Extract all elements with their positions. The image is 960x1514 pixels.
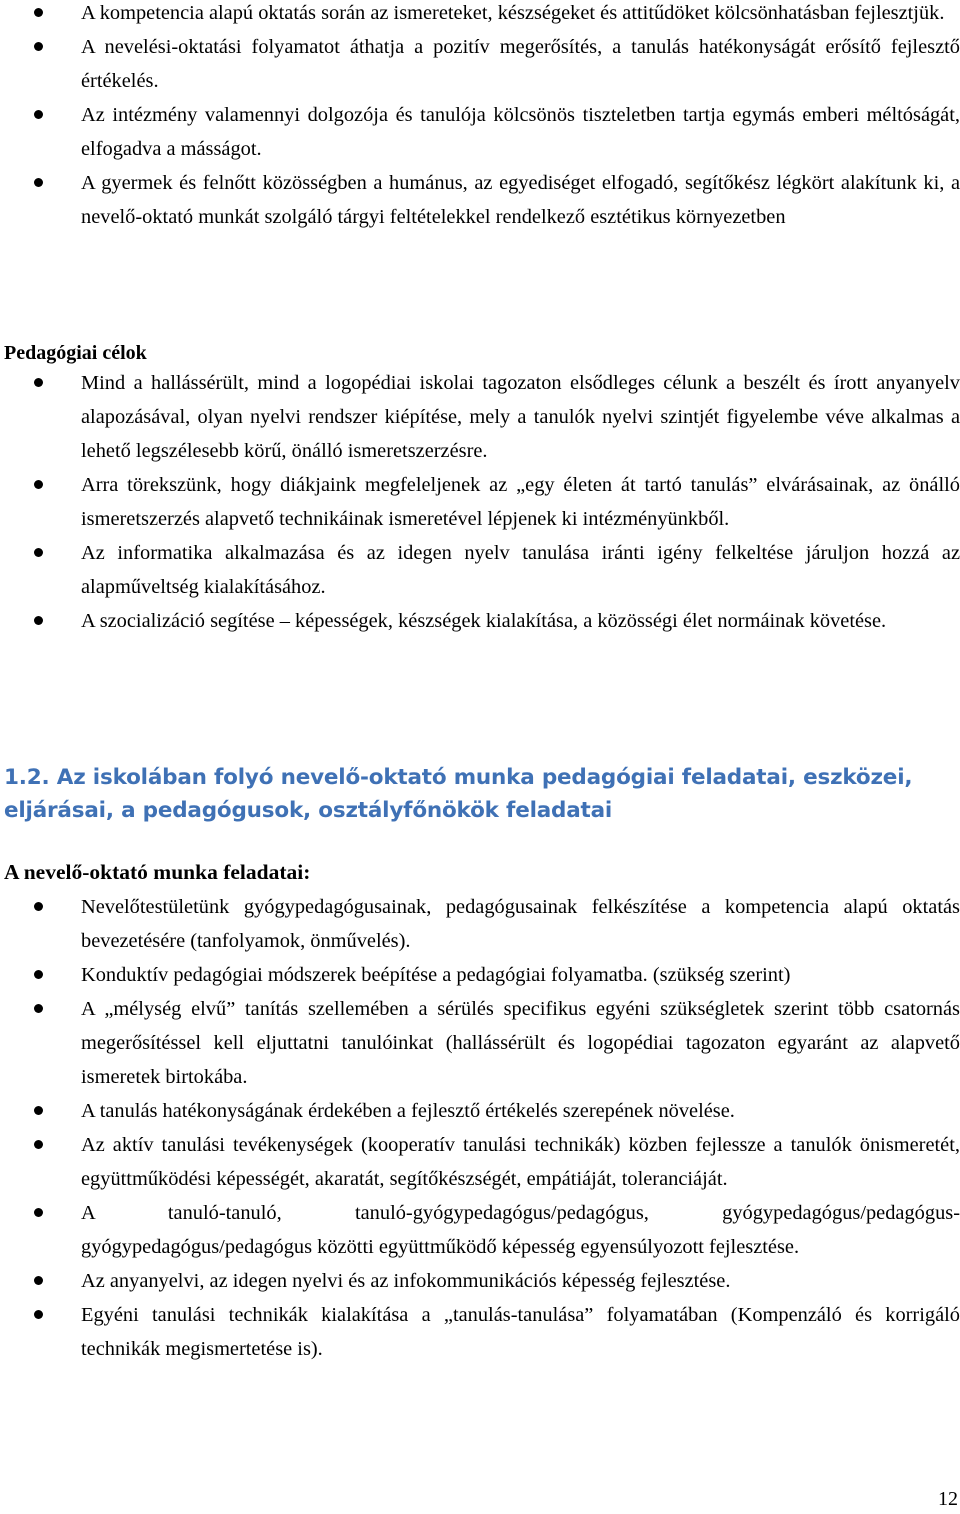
bullet-icon: [34, 42, 43, 51]
list-item-text: A gyermek és felnőtt közösségben a humánus, az egyediséget elfogadó, segítőkész légkört alakítunk ki, a nevelő-oktató munkát szolgáló tárgyi feltételekkel rendelkező esztétikus környezetben: [81, 172, 960, 228]
list-item-text: Az informatika alkalmazása és az idegen nyelv tanulása iránti igény felkeltése járuljon hozzá az alapműveltség kialakításához.: [81, 542, 960, 598]
list-item-text: A nevelési-oktatási folyamatot áthatja a pozitív megerősítés, a tanulás hatékonyságát erősítő fejlesztő értékelés.: [81, 36, 960, 92]
bullet-icon: [34, 548, 43, 557]
goals-bullet-list: [0, 366, 960, 638]
list-item-text: Az anyanyelvi, az idegen nyelvi és az infokommunikációs képesség fejlesztése.: [81, 1270, 731, 1292]
bullet-icon: [34, 1004, 43, 1013]
bullet-icon: [34, 1310, 43, 1319]
list-item: [0, 890, 960, 958]
list-item: [0, 1128, 960, 1196]
list-item: [0, 1264, 960, 1298]
tasks-heading: A nevelő-oktató munka feladatai:: [4, 860, 311, 884]
tasks-bullet-list: [0, 890, 960, 1366]
bullet-icon: [34, 1276, 43, 1285]
bullet-icon: [34, 8, 43, 17]
list-item-text: A tanulás hatékonyságának érdekében a fejlesztő értékelés szerepének növelése.: [81, 1100, 735, 1122]
bullet-icon: [34, 1106, 43, 1115]
list-item-text: Nevelőtestületünk gyógypedagógusainak, pedagógusainak felkészítése a kompetencia alapú oktatás bevezetésére (tanfolyamok, önművelés).: [81, 896, 960, 952]
list-item: [0, 604, 960, 638]
list-item: [0, 366, 960, 468]
bullet-icon: [34, 970, 43, 979]
bullet-icon: [34, 378, 43, 387]
page-number: 12: [938, 1488, 958, 1510]
bullet-icon: [34, 110, 43, 119]
list-item: [0, 1094, 960, 1128]
list-item-text: A tanuló-tanuló, tanuló-gyógypedagógus/pedagógus, gyógypedagógus/pedagógus-gyógypedagógus/pedagógus közötti együttműködő képesség egyensúlyozott fejlesztése.: [81, 1202, 960, 1258]
list-item: [0, 30, 960, 98]
list-item-text: A „mélység elvű” tanítás szellemében a sérülés specifikus egyéni szükségletek szerint több csatornás megerősítéssel kell eljuttatni tanulóinkat (hallássérült és logopédiai tagozaton egyaránt az alapvető ismeretek birtokába.: [81, 998, 960, 1088]
list-item: [0, 0, 960, 30]
list-item-text: Az intézmény valamennyi dolgozója és tanulója kölcsönös tiszteletben tartja egymás emberi méltóságát, elfogadva a másságot.: [81, 104, 960, 160]
goals-heading: Pedagógiai célok: [4, 342, 147, 364]
list-item-text: A kompetencia alapú oktatás során az ismereteket, készségeket és attitűdöket kölcsönhatásban fejlesztjük.: [81, 2, 945, 24]
list-item: [0, 98, 960, 166]
list-item: [0, 1196, 960, 1264]
section-heading: [4, 761, 954, 827]
list-item-text: Egyéni tanulási technikák kialakítása a „tanulás-tanulása” folyamatában (Kompenzáló és korrigáló technikák megismertetése is).: [81, 1304, 960, 1360]
section-title: Az iskolában folyó nevelő-oktató munka pedagógiai feladatai, eszközei, eljárásai, a pedagógusok, osztályfőnökök feladatai: [4, 765, 913, 823]
list-item: [0, 468, 960, 536]
list-item: [0, 958, 960, 992]
list-item: [0, 992, 960, 1094]
bullet-icon: [34, 1208, 43, 1217]
bullet-icon: [34, 480, 43, 489]
bullet-icon: [34, 902, 43, 911]
list-item-text: Arra törekszünk, hogy diákjaink megfeleljenek az „egy életen át tartó tanulás” elvárásainak, az önálló ismeretszerzés alapvető technikáinak ismeretével lépjenek ki intézményünkből.: [81, 474, 960, 530]
list-item: [0, 536, 960, 604]
bullet-icon: [34, 178, 43, 187]
bullet-icon: [34, 616, 43, 625]
list-item: [0, 1298, 960, 1366]
bullet-icon: [34, 1140, 43, 1149]
intro-bullet-list: [0, 0, 960, 234]
list-item-text: A szocializáció segítése – képességek, készségek kialakítása, a közösségi élet normáinak követése.: [81, 610, 887, 632]
list-item-text: Mind a hallássérült, mind a logopédiai iskolai tagozaton elsődleges célunk a beszélt és írott anyanyelv alapozásával, olyan nyelvi rendszer kiépítése, mely a tanulók nyelvi szintjét figyelembe véve alkalmas a lehető legszélesebb körű, önálló ismeretszerzésre.: [81, 372, 960, 462]
section-number: 1.2.: [4, 765, 50, 790]
list-item-text: Konduktív pedagógiai módszerek beépítése a pedagógiai folyamatba. (szükség szerint): [81, 964, 791, 986]
list-item: [0, 166, 960, 234]
list-item-text: Az aktív tanulási tevékenységek (kooperatív tanulási technikák) közben fejlessze a tanulók önismeretét, együttműködési képességét, akaratát, segítőkészségét, empátiáját, toleranciáját.: [81, 1134, 960, 1190]
